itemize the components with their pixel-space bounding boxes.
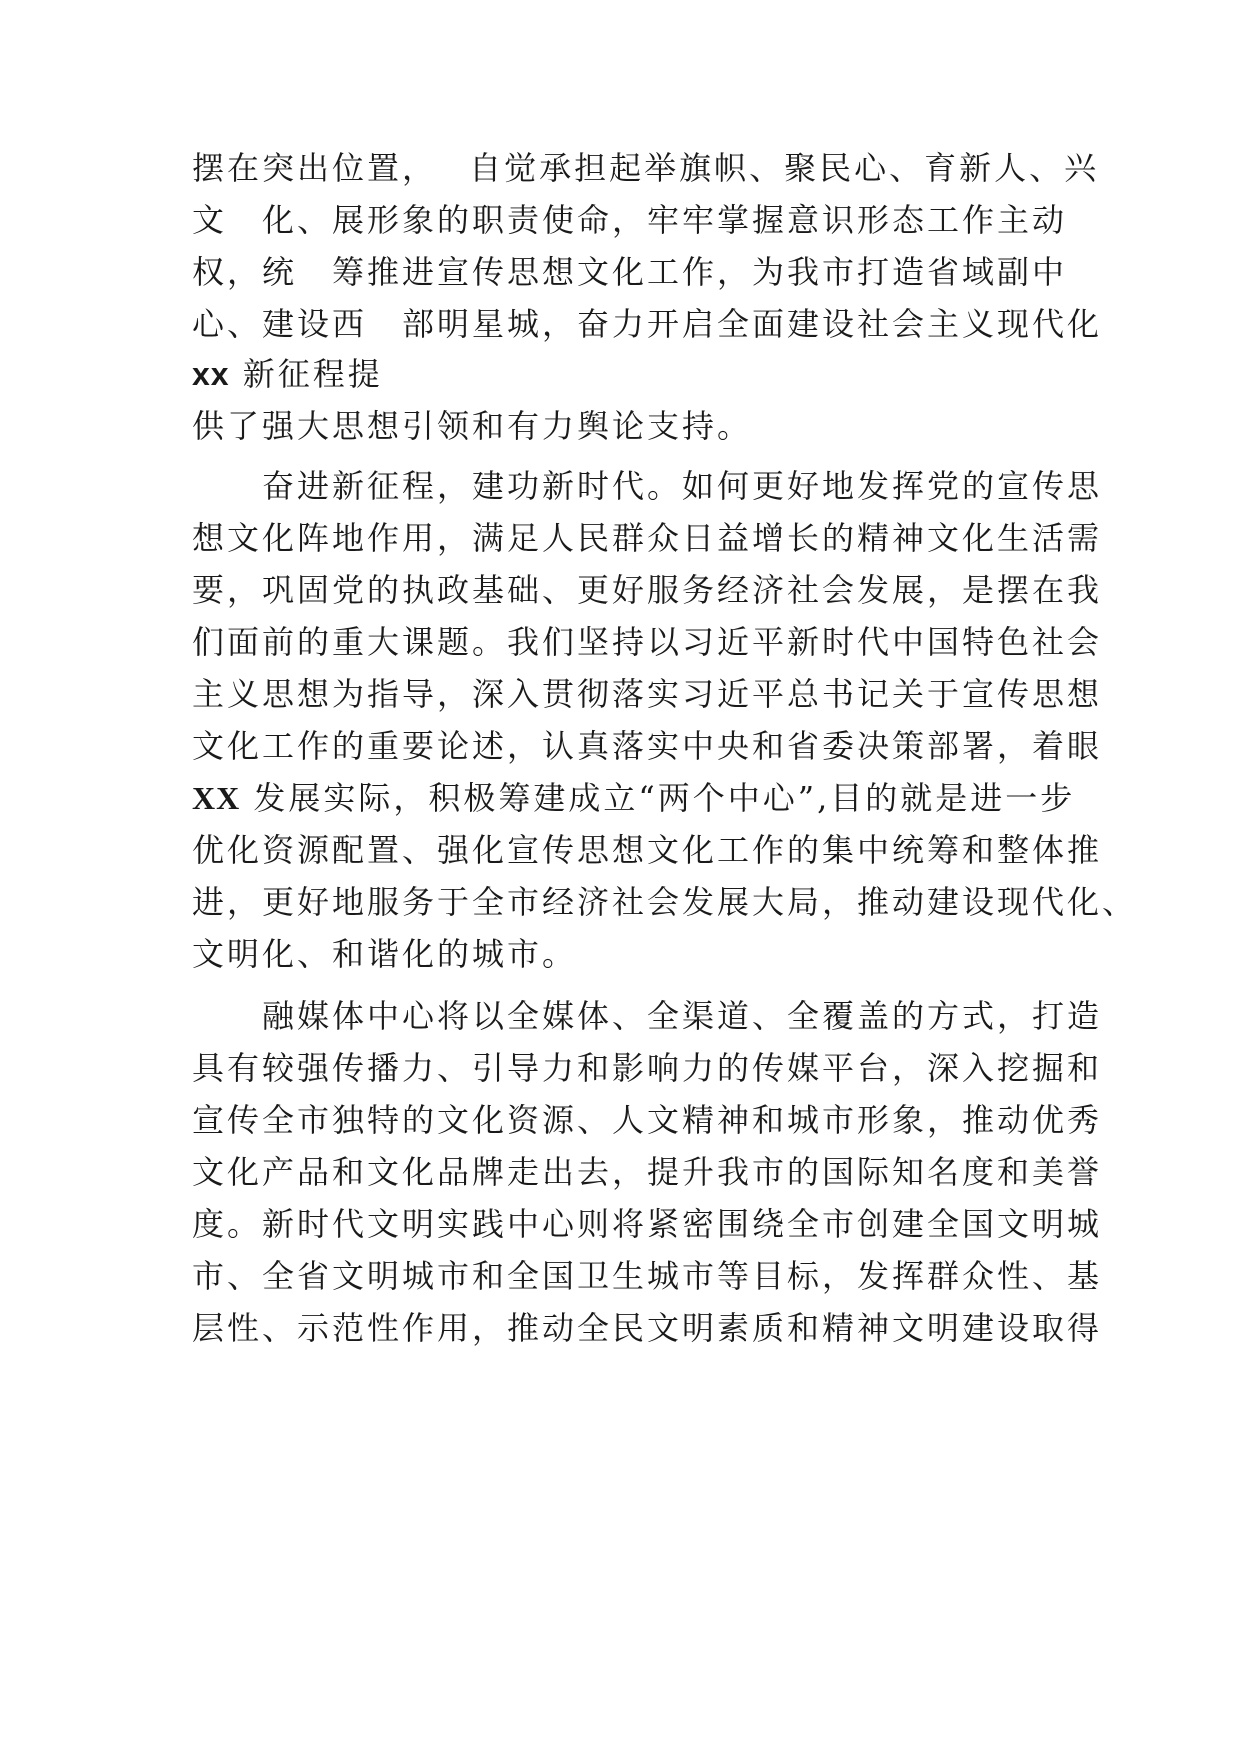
placeholder-xx: XX xyxy=(192,780,241,816)
p2-line-3: 要，巩固党的执政基础、更好服务经济社会发展，是摆在我 xyxy=(192,571,1103,609)
p3-line-4: 文化产品和文化品牌走出去，提升我市的国际知名度和美誉 xyxy=(192,1153,1103,1191)
p3-line-1: 融媒体中心将以全媒体、全渠道、全覆盖的方式，打造 xyxy=(262,997,1103,1035)
p2-line-9: 进，更好地服务于全市经济社会发展大局，推动建设现代化、 xyxy=(192,883,1138,921)
p1-line-2: 文 化、展形象的职责使命，牢牢掌握意识形态工作主动 xyxy=(192,201,1068,239)
p2-line-8: 优化资源配置、强化宣传思想文化工作的集中统筹和整体推 xyxy=(192,831,1103,869)
placeholder-xx: xx xyxy=(192,356,230,392)
p2-line-5: 主义思想为指导，深入贯彻落实习近平总书记关于宣传思想 xyxy=(192,675,1103,713)
p3-line-5: 度。新时代文明实践中心则将紧密围绕全市创建全国文明城 xyxy=(192,1205,1103,1243)
p3-line-3: 宣传全市独特的文化资源、人文精神和城市形象，推动优秀 xyxy=(192,1101,1103,1139)
p1-line-6: 供了强大思想引领和有力舆论支持。 xyxy=(192,407,753,445)
p2-line-6: 文化工作的重要论述，认真落实中央和省委决策部署，着眼 xyxy=(192,727,1103,765)
p1-line-5-text: 新征程提 xyxy=(229,355,383,393)
p1-line-1: 摆在突出位置， 自觉承担起举旗帜、聚民心、育新人、兴 xyxy=(192,149,1100,187)
p1-line-5 xyxy=(192,352,1062,396)
p3-line-6: 市、全省文明城市和全国卫生城市等目标，发挥群众性、基 xyxy=(192,1257,1103,1295)
p1-line-4: 心、建设西 部明星城，奋力开启全面建设社会主义现代化 xyxy=(192,305,1103,343)
p2-line-2: 想文化阵地作用，满足人民群众日益增长的精神文化生活需 xyxy=(192,519,1103,557)
p2-line-7-text: 发展实际，积极筹建成立“两个中心”,目的就是进一步 xyxy=(240,779,1076,817)
p2-line-7 xyxy=(192,776,1076,820)
p3-line-7: 层性、示范性作用，推动全民文明素质和精神文明建设取得 xyxy=(192,1309,1103,1347)
p1-line-3: 权，统 筹推进宣传思想文化工作，为我市打造省域副中 xyxy=(192,253,1068,291)
p2-line-4: 们面前的重大课题。我们坚持以习近平新时代中国特色社会 xyxy=(192,623,1103,661)
p2-line-1: 奋进新征程，建功新时代。如何更好地发挥党的宣传思 xyxy=(262,467,1103,505)
p3-line-2: 具有较强传播力、引导力和影响力的传媒平台，深入挖掘和 xyxy=(192,1049,1103,1087)
p2-line-10: 文明化、和谐化的城市。 xyxy=(192,935,578,973)
